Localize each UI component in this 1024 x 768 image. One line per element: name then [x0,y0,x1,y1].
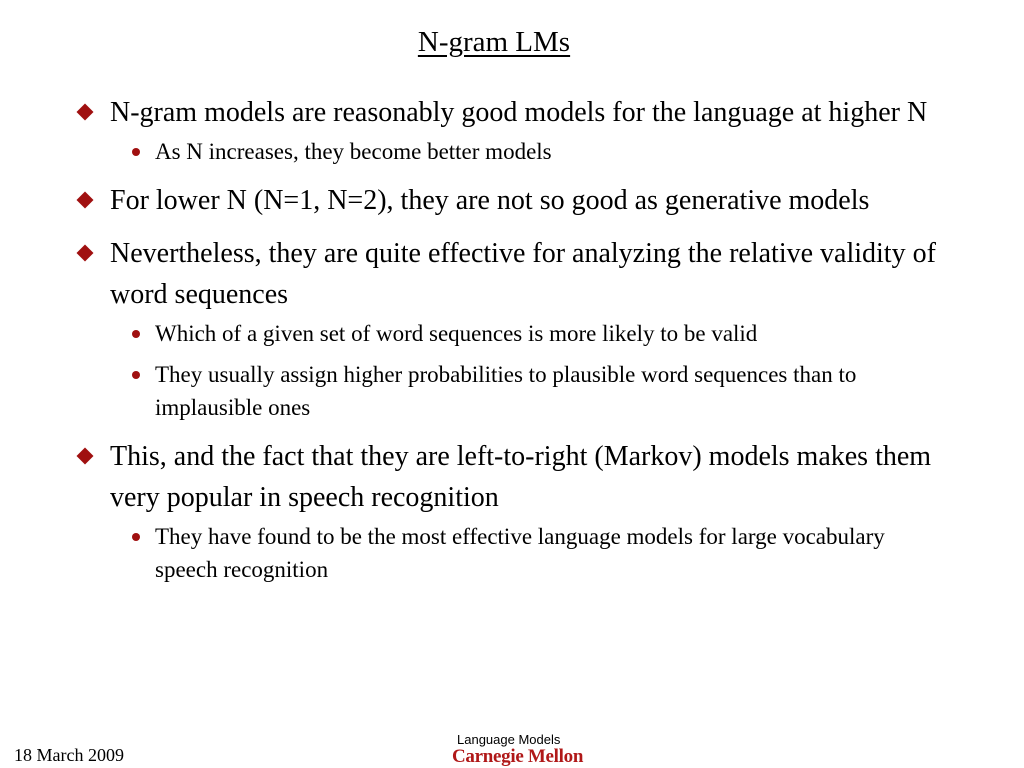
dot-icon [132,330,140,338]
cmu-logo: Carnegie Mellon [452,746,584,767]
diamond-icon [77,104,94,121]
diamond-icon [77,245,94,262]
dot-icon [132,371,140,379]
slide-title: N-gram LMs [417,26,571,58]
sub-bullet-text: Which of a given set of word sequences is more likely to be valid [155,321,758,346]
sub-list [110,135,952,168]
sub-bullet [110,317,952,350]
bullet-text: This, and the fact that they are left-to-right (Markov) models makes them very popular in speech recognition [110,441,932,513]
footer-page-date: 18 March 2009 [14,745,124,765]
sub-list [110,520,952,586]
footer-label: Language Models [457,732,561,747]
sub-bullet [110,358,952,424]
sub-bullet-text: They have found to be the most effective language models for large vocabulary speech recognition [155,524,885,582]
bullet-text: For lower N (N=1, N=2), they are not so good as generative models [110,185,870,216]
sub-bullet [110,520,952,586]
sub-bullet-text: As N increases, they become better models [155,139,552,164]
slide-content [72,92,952,598]
diamond-icon [77,448,94,465]
dot-icon [132,148,140,156]
sub-list [110,317,952,424]
bullet-2 [72,180,952,221]
bullet-1 [72,92,952,168]
bullet-4 [72,436,952,586]
sub-bullet [110,135,952,168]
sub-bullet-text: They usually assign higher probabilities to plausible word sequences than to implausible ones [155,362,857,420]
dot-icon [132,533,140,541]
bullet-text: N-gram models are reasonably good models for the language at higher N [110,97,928,128]
bullet-3 [72,233,952,424]
diamond-icon [77,192,94,209]
bullet-text: Nevertheless, they are quite effective for analyzing the relative validity of word sequences [110,238,936,310]
